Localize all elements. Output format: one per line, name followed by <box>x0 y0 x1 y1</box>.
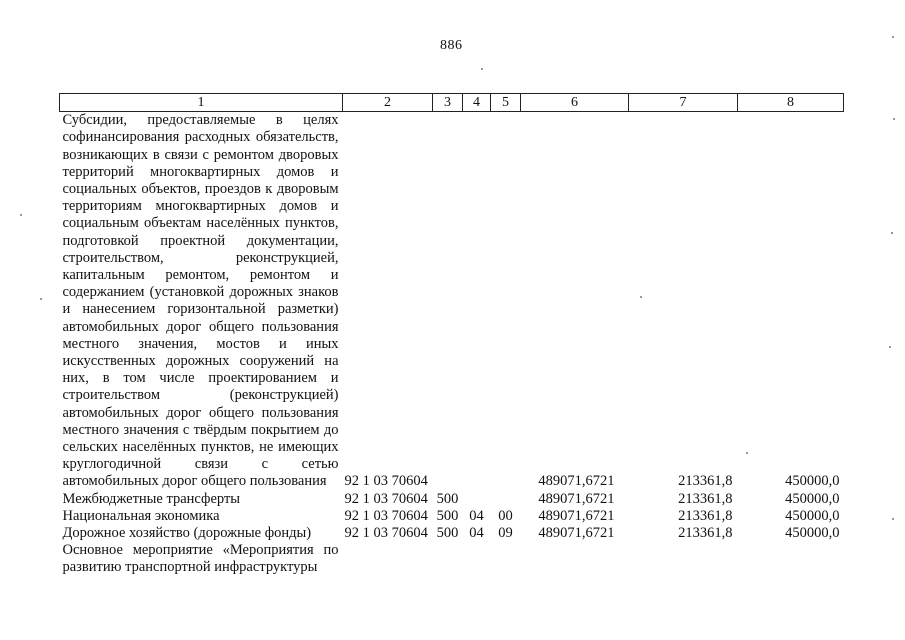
row-value-6: 489071,6721 <box>538 507 615 524</box>
row-value-8: 450000,0 <box>785 525 840 542</box>
row-value-6 <box>521 542 629 576</box>
scan-speck <box>40 298 42 300</box>
col-header-8: 8 <box>738 94 844 112</box>
row-code: 92 1 03 70604 <box>344 490 428 507</box>
row-name: Основное мероприятие «Мероприятия по развитию транспортной инфраструктуры <box>62 542 339 576</box>
row-value-7: 213361,8 <box>678 473 733 490</box>
scan-speck <box>893 118 895 120</box>
row-pr <box>491 542 521 576</box>
col-header-1: 1 <box>60 94 343 112</box>
row-value-6: 489071,6721 <box>538 490 615 507</box>
scan-speck <box>746 452 748 454</box>
col-header-6: 6 <box>521 94 629 112</box>
col-header-4: 4 <box>463 94 491 112</box>
budget-table <box>59 93 844 577</box>
page-number: 886 <box>440 38 463 53</box>
row-pr: 09 <box>498 525 513 542</box>
row-name: Дорожное хозяйство (дорожные фонды) <box>62 525 312 542</box>
row-vr <box>433 112 463 491</box>
row-value-6: 489071,6721 <box>538 473 615 490</box>
row-pr <box>491 112 521 491</box>
header-row <box>60 94 844 112</box>
row-vr: 500 <box>436 490 459 507</box>
col-header-5: 5 <box>491 94 521 112</box>
row-value-6: 489071,6721 <box>538 525 615 542</box>
row-value-7: 213361,8 <box>678 507 733 524</box>
row-value-7: 213361,8 <box>678 525 733 542</box>
col-header-3: 3 <box>433 94 463 112</box>
row-rz: 04 <box>469 507 484 524</box>
row-value-8: 450000,0 <box>785 490 840 507</box>
scan-speck <box>892 36 894 38</box>
col-header-2: 2 <box>343 94 433 112</box>
row-value-8: 450000,0 <box>785 473 840 490</box>
row-value-7 <box>629 542 738 576</box>
table-row <box>60 508 844 525</box>
col-header-7: 7 <box>629 94 738 112</box>
row-code: 92 1 03 70604 <box>344 473 428 490</box>
scan-speck <box>20 214 22 216</box>
row-rz <box>463 542 491 576</box>
table-row <box>60 542 844 576</box>
row-name: Национальная экономика <box>62 507 220 524</box>
row-code <box>343 542 433 576</box>
row-rz <box>463 491 491 508</box>
row-pr <box>491 491 521 508</box>
row-value-8: 450000,0 <box>785 507 840 524</box>
row-value-8 <box>738 542 844 576</box>
row-value-7: 213361,8 <box>678 490 733 507</box>
scan-speck <box>640 296 642 298</box>
row-name: Субсидии, предоставляемые в целях софинансирования расходных обязательств, возникающих в связи с ремонтом дворовых территорий многоквартирных домов и социальных объектов, проездов к дворовым территориям многоквартирных домов и социальным объектам населённых пунктов, подготовкой проектной документации, строительством, реконструкцией, капитальным ремонтом, ремонтом и содержанием (установкой дорожных знаков и нанесением горизонтальной разметки) автомобильных дорог общего пользования местного значения, мостов и иных искусственных дорожных сооружений на них, в том числе проектированием и строительством (реконструкцией) автомобильных дорог общего пользования местного значения с твёрдым покрытием до сельских населённых пунктов, не имеющих круглогодичной связи с сетью автомобильных дорог общего пользования <box>62 112 339 490</box>
row-code: 92 1 03 70604 <box>344 525 428 542</box>
row-vr: 500 <box>436 507 459 524</box>
row-vr: 500 <box>436 525 459 542</box>
scan-speck <box>891 232 893 234</box>
row-rz: 04 <box>469 525 484 542</box>
table-row <box>60 525 844 542</box>
row-vr <box>433 542 463 576</box>
row-name: Межбюджетные трансферты <box>62 490 241 507</box>
scan-speck <box>892 518 894 520</box>
row-pr: 00 <box>498 507 513 524</box>
scan-speck <box>481 68 483 70</box>
scan-speck <box>889 346 891 348</box>
table-row <box>60 491 844 508</box>
row-code: 92 1 03 70604 <box>344 507 428 524</box>
table-row <box>60 112 844 491</box>
row-rz <box>463 112 491 491</box>
